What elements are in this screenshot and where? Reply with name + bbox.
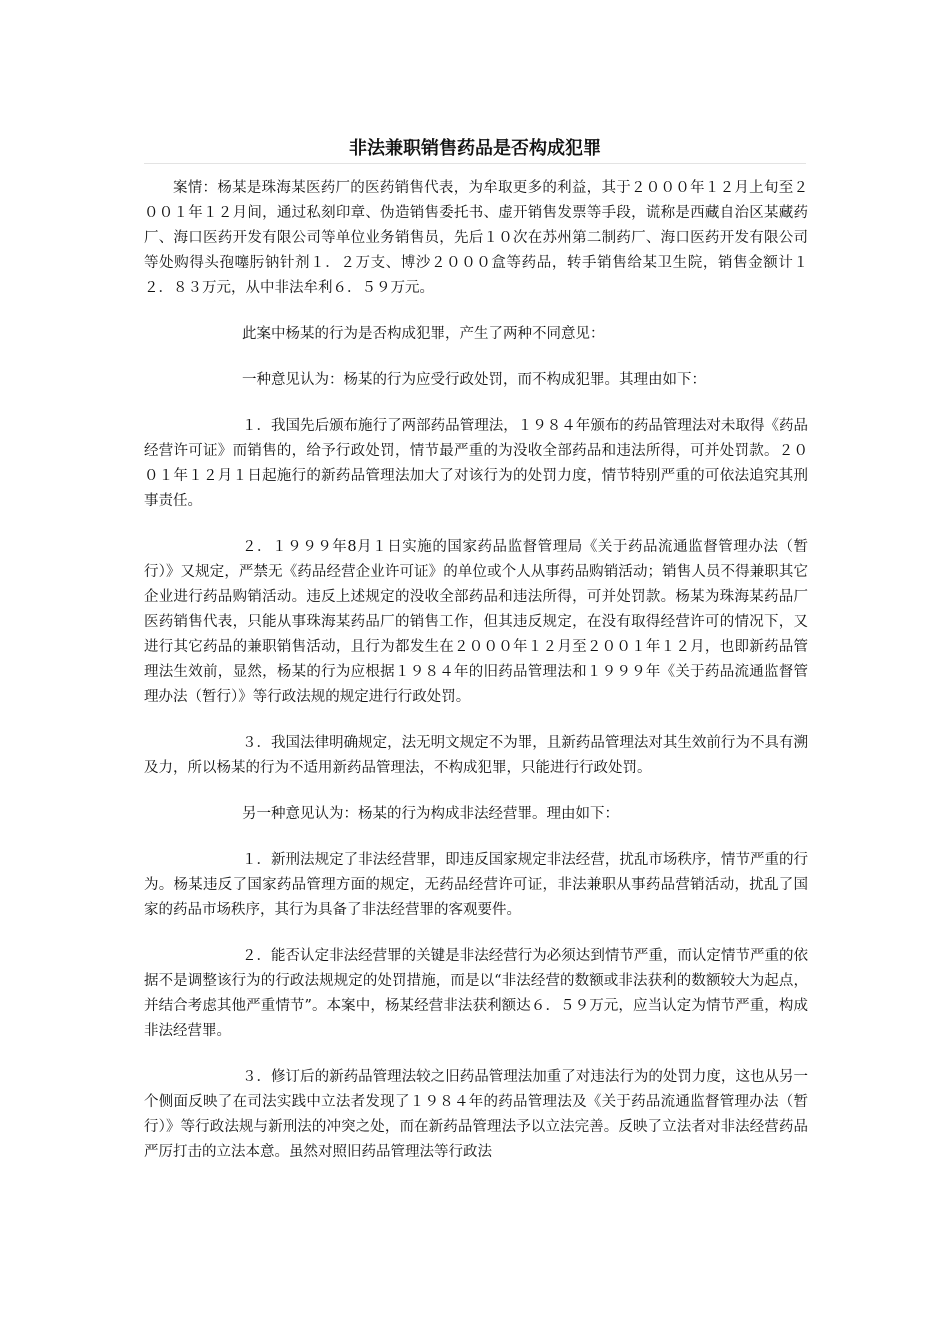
paragraph-opinion-one-point-2: ２．１９９９年8月１日实施的国家药品监督管理局《关于药品流通监督管理办法（暂行）》又规定，严禁无《药品经营企业许可证》的单位或个人从事药品购销活动；销售人员不得兼职其它企业进行药品购销活动。违反上述规定的没收全部药品和违法所得，可并处罚款。杨某为珠海某药品厂医药销售代表，只能从事珠海某药品厂的销售工作，但其违反规定，在没有取得经营许可的情况下，又进行其它药品的兼职销售活动，且行为都发生在２０００年１２月至２００１年１２月，也即新药品管理法生效前，显然，杨某的行为应根据１９８４年的旧药品管理法和１９９９年《关于药品流通监督管理办法（暂行）》等行政法规的规定进行行政处罚。 xyxy=(144,539,808,705)
paragraph-opinion-two-point-2: ２．能否认定非法经营罪的关键是非法经营行为必须达到情节严重，而认定情节严重的依据不是调整该行为的行政法规规定的处罚措施，而是以“非法经营的数额或非法获利的数额较大为起点，并结合考虑其他严重情节”。本案中，杨某经营非法获利额达６．５９万元，应当认定为情节严重，构成非法经营罪。 xyxy=(144,948,808,1039)
document-body xyxy=(144,176,808,1186)
paragraph-opinion-one-intro: 一种意见认为：杨某的行为应受行政处罚，而不构成犯罪。其理由如下： xyxy=(242,372,706,388)
paragraph-opinion-two-intro: 另一种意见认为：杨某的行为构成非法经营罪。理由如下： xyxy=(242,806,619,822)
paragraph-opinion-two-point-3: ３．修订后的新药品管理法较之旧药品管理法加重了对违法行为的处罚力度，这也从另一个侧面反映了在司法实践中立法者发现了１９８４年的药品管理法及《关于药品流通监督管理办法（暂行）》等行政法规与新刑法的冲突之处，而在新药品管理法予以立法完善。反映了立法者对非法经营药品严厉打击的立法本意。虽然对照旧药品管理法等行政法 xyxy=(144,1069,808,1160)
paragraph-opinion-two-point-1: １．新刑法规定了非法经营罪，即违反国家规定非法经营，扰乱市场秩序，情节严重的行为。杨某违反了国家药品管理方面的规定，无药品经营许可证，非法兼职从事药品营销活动，扰乱了国家的药品市场秩序，其行为具备了非法经营罪的客观要件。 xyxy=(144,852,808,918)
paragraph-case-facts: 案情：杨某是珠海某医药厂的医药销售代表，为牟取更多的利益，其于２０００年１２月上旬至２００１年１２月间，通过私刻印章、伪造销售委托书、虚开销售发票等手段，谎称是西藏自治区某藏药厂、海口医药开发有限公司等单位业务销售员，先后１０次在苏州第二制药厂、海口医药开发有限公司等处购得头孢噻肟钠针剂１．２万支、博沙２０００盒等药品，转手销售给某卫生院，销售金额计１２．８３万元，从中非法牟利６．５９万元。 xyxy=(144,180,808,296)
title-divider xyxy=(144,163,806,164)
paragraph-opinion-one-point-3: ３．我国法律明确规定，法无明文规定不为罪，且新药品管理法对其生效前行为不具有溯及力，所以杨某的行为不适用新药品管理法，不构成犯罪，只能进行行政处罚。 xyxy=(144,735,808,776)
document-title: 非法兼职销售药品是否构成犯罪 xyxy=(349,138,601,159)
paragraph-question: 此案中杨某的行为是否构成犯罪，产生了两种不同意见： xyxy=(242,326,605,342)
paragraph-opinion-one-point-1: １．我国先后颁布施行了两部药品管理法，１９８４年颁布的药品管理法对未取得《药品经营许可证》而销售的，给予行政处罚，情节最严重的为没收全部药品和违法所得，可并处罚款。２００１年１２月１日起施行的新药品管理法加大了对该行为的处罚力度，情节特别严重的可依法追究其刑事责任。 xyxy=(144,418,808,509)
